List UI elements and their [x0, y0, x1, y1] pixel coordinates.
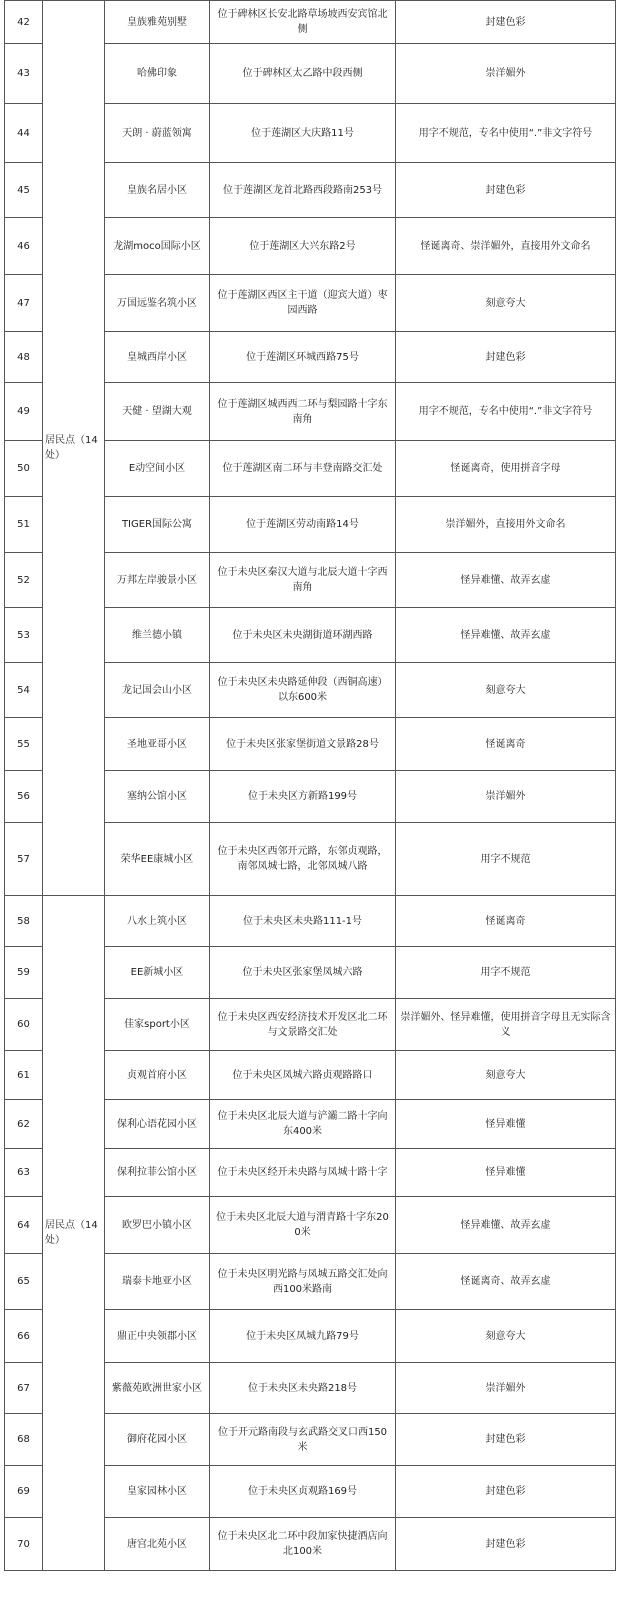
place-name: 天健 · 望湖大观 — [105, 383, 210, 441]
place-location: 位于莲湖区城西西二环与梨园路十字东南角 — [210, 383, 396, 441]
naming-issue: 用字不规范，专名中使用“.”非文字符号 — [396, 383, 616, 441]
naming-issue: 怪异难懂、故弄玄虚 — [396, 1197, 616, 1254]
place-location: 位于碑林区太乙路中段西侧 — [210, 44, 396, 104]
place-name: 瑞泰卡地亚小区 — [105, 1254, 210, 1310]
naming-issue: 刻意夸大 — [396, 663, 616, 718]
row-number: 48 — [5, 332, 43, 383]
row-number: 67 — [5, 1363, 43, 1414]
place-name: 塞纳公馆小区 — [105, 771, 210, 823]
place-name: 圣地亚哥小区 — [105, 718, 210, 771]
row-number: 52 — [5, 553, 43, 608]
row-number: 68 — [5, 1414, 43, 1466]
row-number: 51 — [5, 497, 43, 553]
place-name-table — [4, 0, 616, 1571]
row-number: 61 — [5, 1051, 43, 1100]
row-number: 49 — [5, 383, 43, 441]
place-location: 位于未央区西安经济技术开发区北二环与文景路交汇处 — [210, 999, 396, 1051]
row-number: 58 — [5, 896, 43, 947]
naming-issue: 怪异难懂、故弄玄虚 — [396, 553, 616, 608]
naming-issue: 刻意夸大 — [396, 275, 616, 332]
row-number: 70 — [5, 1518, 43, 1571]
place-location: 位于开元路南段与玄武路交叉口西150米 — [210, 1414, 396, 1466]
place-name: 保利拉菲公馆小区 — [105, 1149, 210, 1197]
place-name: EE新城小区 — [105, 947, 210, 999]
naming-issue: 怪诞离奇，使用拼音字母 — [396, 441, 616, 497]
place-location: 位于未央区秦汉大道与北辰大道十字西南角 — [210, 553, 396, 608]
naming-issue: 怪诞离奇、故弄玄虚 — [396, 1254, 616, 1310]
row-number: 53 — [5, 608, 43, 663]
place-location: 位于莲湖区环城西路75号 — [210, 332, 396, 383]
naming-issue: 怪诞离奇、崇洋媚外，直接用外文命名 — [396, 218, 616, 275]
row-number: 64 — [5, 1197, 43, 1254]
place-location: 位于莲湖区大兴东路2号 — [210, 218, 396, 275]
place-location: 位于未央区北辰大道与浐灞二路十字向东400米 — [210, 1100, 396, 1149]
naming-issue: 崇洋媚外 — [396, 771, 616, 823]
row-number: 63 — [5, 1149, 43, 1197]
naming-issue: 用字不规范，专名中使用“.”非文字符号 — [396, 104, 616, 163]
row-number: 46 — [5, 218, 43, 275]
place-name: 皇城西岸小区 — [105, 332, 210, 383]
row-number: 43 — [5, 44, 43, 104]
place-name: 佳家sport小区 — [105, 999, 210, 1051]
place-location: 位于莲湖区西区主干道（迎宾大道）枣园西路 — [210, 275, 396, 332]
table-body — [5, 1, 616, 1571]
place-location: 位于碑林区长安北路草场坡西安宾馆北侧 — [210, 1, 396, 44]
naming-issue: 封建色彩 — [396, 1466, 616, 1518]
place-name: 万国远鉴名筑小区 — [105, 275, 210, 332]
naming-issue: 刻意夸大 — [396, 1310, 616, 1363]
place-location: 位于未央区未央湖街道环湖西路 — [210, 608, 396, 663]
naming-issue: 用字不规范 — [396, 947, 616, 999]
row-number: 59 — [5, 947, 43, 999]
place-location: 位于未央区未央路延伸段（西铜高速）以东600米 — [210, 663, 396, 718]
place-name: 皇族雅苑别墅 — [105, 1, 210, 44]
place-location: 位于未央区北辰大道与渭青路十字东200米 — [210, 1197, 396, 1254]
category-cell: 居民点（14处） — [43, 896, 105, 1571]
place-location: 位于未央区凤城九路79号 — [210, 1310, 396, 1363]
place-name: 贞观首府小区 — [105, 1051, 210, 1100]
place-name: 八水上筑小区 — [105, 896, 210, 947]
place-location: 位于未央区经开未央路与凤城十路十字 — [210, 1149, 396, 1197]
place-location: 位于未央区未央路218号 — [210, 1363, 396, 1414]
place-location: 位于未央区明光路与凤城五路交汇处向西100米路南 — [210, 1254, 396, 1310]
naming-issue: 封建色彩 — [396, 1518, 616, 1571]
place-name: 保利心语花园小区 — [105, 1100, 210, 1149]
row-number: 62 — [5, 1100, 43, 1149]
place-location: 位于未央区北二环中段加家快捷酒店向北100米 — [210, 1518, 396, 1571]
place-name: 紫薇苑欧洲世家小区 — [105, 1363, 210, 1414]
place-name: 欧罗巴小镇小区 — [105, 1197, 210, 1254]
place-name: 哈佛印象 — [105, 44, 210, 104]
row-number: 57 — [5, 823, 43, 896]
row-number: 65 — [5, 1254, 43, 1310]
naming-issue: 怪诞离奇 — [396, 718, 616, 771]
category-cell: 居民点（14处） — [43, 1, 105, 896]
place-name: 龙记国会山小区 — [105, 663, 210, 718]
naming-issue: 封建色彩 — [396, 1, 616, 44]
naming-issue: 用字不规范 — [396, 823, 616, 896]
naming-issue: 刻意夸大 — [396, 1051, 616, 1100]
naming-issue: 怪诞离奇 — [396, 896, 616, 947]
place-name: 唐宫北苑小区 — [105, 1518, 210, 1571]
place-name: E动空间小区 — [105, 441, 210, 497]
place-location: 位于未央区张家堡街道文景路28号 — [210, 718, 396, 771]
row-number: 69 — [5, 1466, 43, 1518]
table-row — [5, 896, 616, 947]
row-number: 44 — [5, 104, 43, 163]
naming-issue: 封建色彩 — [396, 163, 616, 218]
naming-issue: 崇洋媚外 — [396, 44, 616, 104]
place-location: 位于莲湖区龙首北路西段路南253号 — [210, 163, 396, 218]
place-name: 万邦左岸骏景小区 — [105, 553, 210, 608]
row-number: 60 — [5, 999, 43, 1051]
naming-issue: 怪异难懂、故弄玄虚 — [396, 608, 616, 663]
place-name: 御府花园小区 — [105, 1414, 210, 1466]
place-location: 位于未央区凤城六路贞观路路口 — [210, 1051, 396, 1100]
place-name: 维兰德小镇 — [105, 608, 210, 663]
place-location: 位于莲湖区南二环与丰登南路交汇处 — [210, 441, 396, 497]
place-name: 天朗 · 蔚蓝领寓 — [105, 104, 210, 163]
place-location: 位于莲湖区大庆路11号 — [210, 104, 396, 163]
row-number: 42 — [5, 1, 43, 44]
place-name: 皇家园林小区 — [105, 1466, 210, 1518]
place-location: 位于未央区方新路199号 — [210, 771, 396, 823]
place-location: 位于未央区西邻开元路，东邻贞观路，南邻凤城七路，北邻凤城八路 — [210, 823, 396, 896]
place-name: 龙湖moco国际小区 — [105, 218, 210, 275]
place-name: 荣华EE康城小区 — [105, 823, 210, 896]
place-name: TIGER国际公寓 — [105, 497, 210, 553]
naming-issue: 崇洋媚外，直接用外文命名 — [396, 497, 616, 553]
place-location: 位于莲湖区劳动南路14号 — [210, 497, 396, 553]
row-number: 47 — [5, 275, 43, 332]
place-location: 位于未央区贞观路169号 — [210, 1466, 396, 1518]
row-number: 55 — [5, 718, 43, 771]
row-number: 56 — [5, 771, 43, 823]
table-row — [5, 1, 616, 44]
row-number: 54 — [5, 663, 43, 718]
naming-issue: 怪异难懂 — [396, 1100, 616, 1149]
row-number: 45 — [5, 163, 43, 218]
naming-issue: 怪异难懂 — [396, 1149, 616, 1197]
place-location: 位于未央区未央路111-1号 — [210, 896, 396, 947]
row-number: 50 — [5, 441, 43, 497]
place-name: 皇族名居小区 — [105, 163, 210, 218]
naming-issue: 崇洋媚外、怪异难懂，使用拼音字母且无实际含义 — [396, 999, 616, 1051]
place-name: 鼎正中央领郡小区 — [105, 1310, 210, 1363]
row-number: 66 — [5, 1310, 43, 1363]
place-location: 位于未央区张家堡凤城六路 — [210, 947, 396, 999]
naming-issue: 崇洋媚外 — [396, 1363, 616, 1414]
naming-issue: 封建色彩 — [396, 1414, 616, 1466]
naming-issue: 封建色彩 — [396, 332, 616, 383]
